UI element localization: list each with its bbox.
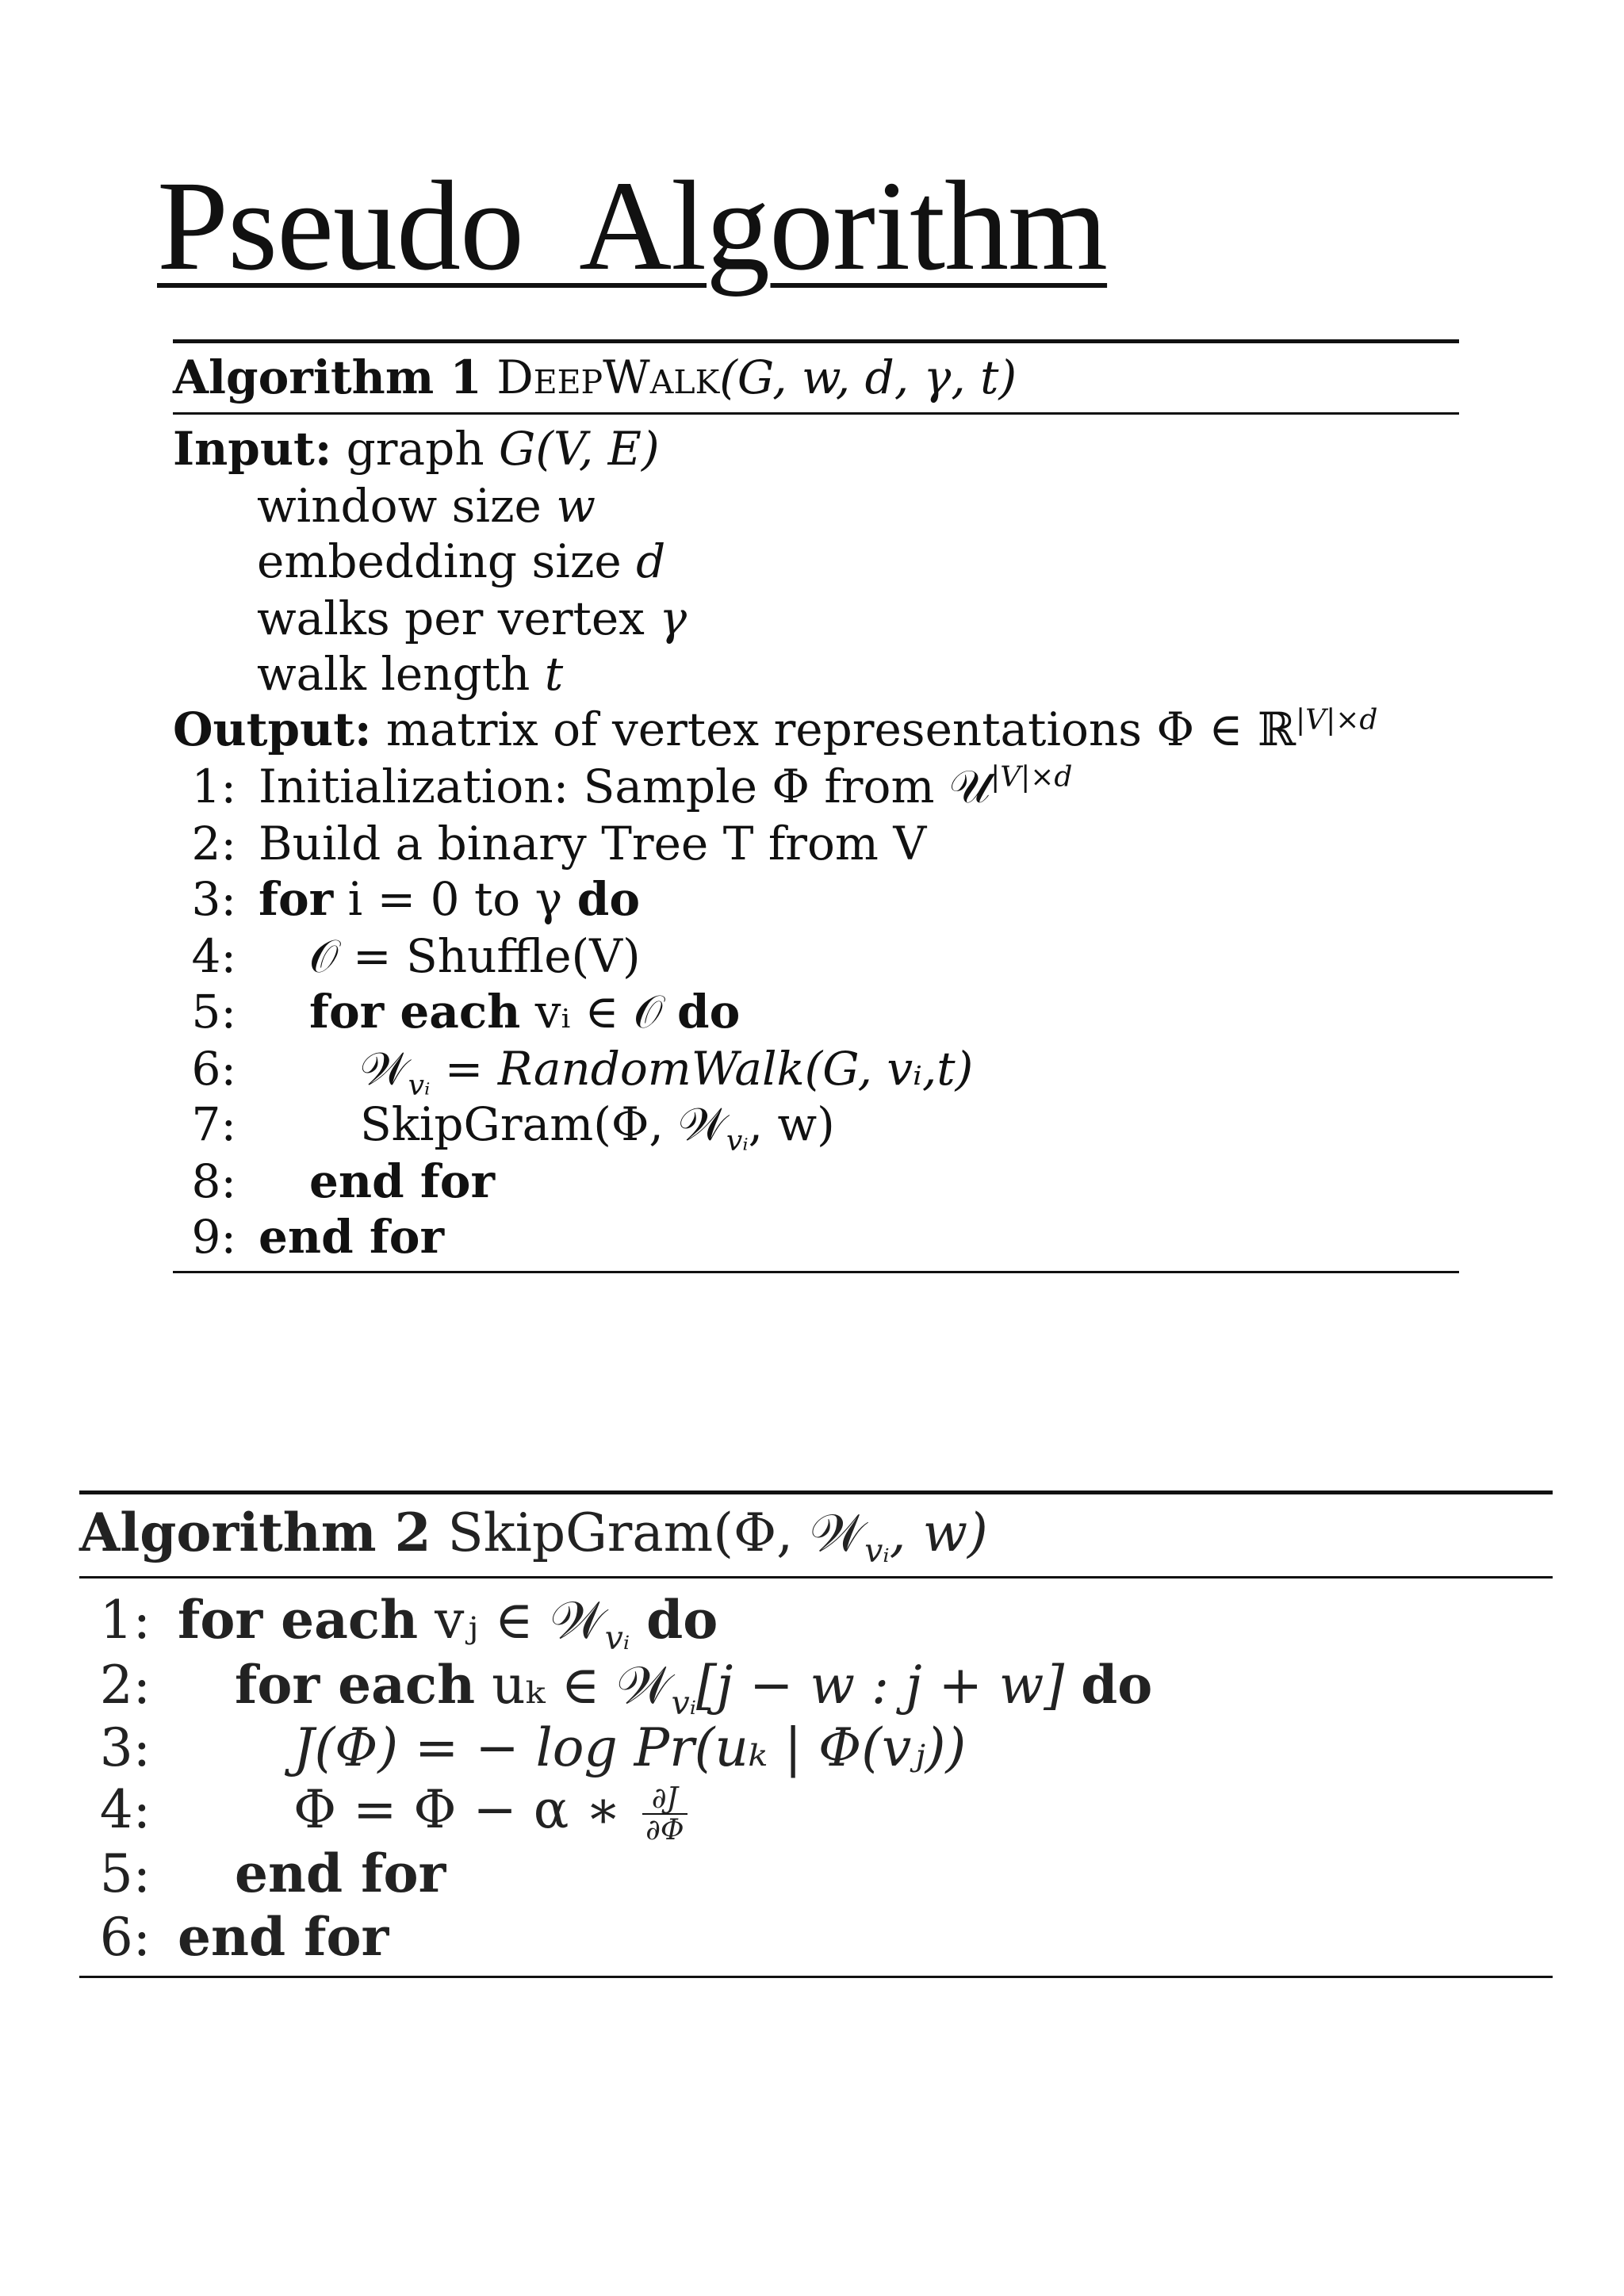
step-number: 9: [191, 1210, 236, 1264]
step-text: uₖ ∈ 𝒲 [475, 1655, 672, 1716]
input-var: w [556, 479, 596, 533]
step-line [79, 1906, 389, 1968]
step-text: J(Φ) = − log Pr(uₖ | Φ(vⱼ)) [293, 1717, 967, 1778]
step-keyword: end for [235, 1843, 446, 1904]
step-text: SkipGram(Φ, 𝒲 [360, 1097, 727, 1151]
page-title: Pseudo Algorithm [157, 155, 1108, 297]
algorithm-label: Algorithm 2 [79, 1502, 431, 1563]
step-line [173, 817, 926, 871]
algorithm-name-rest: , w) [889, 1502, 988, 1563]
algorithm-1-box [173, 339, 1459, 1275]
step-line [173, 760, 1072, 814]
step-line [79, 1654, 1153, 1723]
algorithm-1-header [173, 350, 1017, 404]
input-line [257, 479, 596, 533]
step-sup: |V|×d [990, 760, 1073, 794]
input-var: d [636, 534, 666, 588]
input-line [257, 591, 687, 645]
input-var: G(V, E) [499, 422, 660, 476]
output-text: matrix of vertex representations Φ ∈ ℝ [385, 702, 1297, 756]
step-text: vᵢ ∈ 𝒪 [520, 985, 678, 1039]
top-rule [173, 339, 1459, 343]
step-number: 1: [191, 760, 236, 813]
input-text: embedding size [257, 534, 637, 588]
step-keyword: do [1081, 1654, 1153, 1716]
step-number: 2: [99, 1655, 151, 1716]
step-line [79, 1843, 446, 1904]
step-number: 7: [191, 1097, 236, 1151]
step-text: Build a binary Tree T from V [259, 817, 927, 871]
step-keyword: for each [178, 1589, 419, 1651]
output-line [173, 702, 1377, 756]
input-var: t [544, 647, 564, 701]
step-keyword: end for [309, 1154, 496, 1208]
output-sup: |V|×d [1296, 703, 1378, 737]
algorithm-label: Algorithm 1 [173, 350, 482, 404]
step-line [173, 929, 641, 984]
header-rule [79, 1576, 1553, 1578]
step-number: 6: [99, 1907, 151, 1968]
step-text: Initialization: Sample Φ from 𝒰 [259, 760, 991, 813]
step-line [173, 1210, 444, 1264]
step-rest: [j − w : j + w] [695, 1655, 1082, 1716]
algorithm-name-sub: vᵢ [864, 1532, 890, 1571]
step-sub: vᵢ [671, 1684, 696, 1723]
step-sub: vᵢ [408, 1069, 431, 1102]
step-text: vⱼ ∈ 𝒲 [418, 1590, 605, 1651]
step-text: Φ = Φ − α ∗ [293, 1779, 638, 1840]
step-text: i = 0 to γ [333, 872, 577, 926]
algorithm-2-box [79, 1490, 1553, 1982]
step-rest [630, 1590, 646, 1651]
step-keyword: end for [178, 1906, 389, 1968]
step-number: 2: [191, 817, 236, 871]
step-line [173, 1154, 495, 1208]
fraction-denominator: ∂Φ [645, 1812, 684, 1846]
step-number: 3: [99, 1717, 151, 1778]
step-number: 6: [191, 1042, 236, 1096]
bottom-rule [173, 1271, 1459, 1273]
step-number: 3: [191, 872, 236, 926]
step-sub: vᵢ [726, 1124, 749, 1158]
step-line [173, 872, 640, 926]
input-line [257, 647, 563, 701]
step-line [79, 1717, 966, 1778]
step-number: 5: [191, 985, 236, 1039]
input-text: walks per vertex [257, 591, 660, 645]
step-rest: , w) [748, 1097, 835, 1151]
step-keyword: do [576, 872, 641, 926]
algorithm-2-header [79, 1502, 988, 1571]
step-line [173, 1042, 974, 1102]
header-rule [173, 412, 1459, 415]
step-text: 𝒪 = Shuffle(V) [309, 929, 641, 983]
step-line [173, 985, 740, 1039]
step-keyword: do [677, 985, 741, 1039]
input-text: window size [257, 479, 557, 533]
algorithm-name: DeepWalk [496, 350, 720, 404]
input-label: Input: [173, 422, 332, 476]
step-line [79, 1779, 688, 1845]
derivative-fraction [642, 1780, 688, 1846]
top-rule [79, 1490, 1553, 1494]
algorithm-name: SkipGram(Φ, 𝒲 [447, 1502, 865, 1563]
input-line [173, 422, 660, 476]
step-text: 𝒲 [360, 1042, 408, 1096]
input-text: graph [346, 422, 500, 476]
input-text: walk length [257, 647, 545, 701]
input-line [257, 534, 665, 588]
fraction-numerator: ∂J [642, 1783, 688, 1815]
output-label: Output: [173, 702, 372, 756]
step-keyword: for each [309, 985, 521, 1039]
step-sub: vᵢ [604, 1619, 630, 1658]
step-number: 4: [99, 1779, 151, 1840]
input-var: γ [659, 591, 688, 645]
step-keyword: do [646, 1589, 718, 1651]
step-number: 1: [99, 1590, 151, 1651]
step-line [79, 1589, 718, 1658]
step-keyword: for [259, 872, 334, 926]
step-keyword: for each [235, 1654, 476, 1716]
step-rest: = RandomWalk(G, vᵢ,t) [430, 1042, 974, 1096]
algorithm-params: (G, w, d, γ, t) [719, 350, 1017, 404]
step-number: 5: [99, 1843, 151, 1904]
step-number: 4: [191, 929, 236, 983]
step-line [173, 1097, 835, 1158]
bottom-rule [79, 1976, 1553, 1978]
step-number: 8: [191, 1154, 236, 1208]
step-keyword: end for [259, 1210, 445, 1264]
